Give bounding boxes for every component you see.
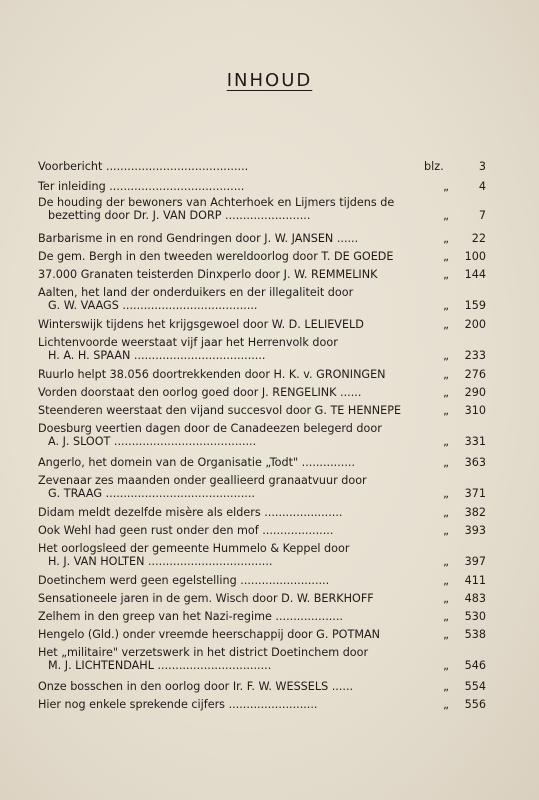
- toc-entry-title: [38, 386, 436, 399]
- toc-entry: [38, 160, 486, 173]
- toc-entry: [38, 336, 486, 362]
- toc-entry-title: [38, 336, 436, 362]
- toc-entry: [38, 232, 486, 245]
- toc-entry: [38, 698, 486, 711]
- toc-entry: [38, 646, 486, 672]
- toc-entry-line: Winterswijk tijdens het krijgsgewoel door W. D. LELIEVELD: [38, 318, 364, 331]
- ditto-mark: „: [443, 610, 449, 623]
- toc-entry-line: Zevenaar zes maanden onder geallieerd granaatvuur door: [38, 474, 367, 487]
- toc-entry: [38, 542, 486, 568]
- ditto-mark: „: [443, 250, 449, 263]
- page-column-header: blz.: [424, 160, 444, 173]
- toc-entry-line: Didam meldt dezelfde misère als elders ......................: [38, 506, 343, 519]
- toc-entry: [38, 574, 486, 587]
- toc-entry-title: [38, 180, 436, 193]
- toc-entry-page: 546: [464, 659, 486, 672]
- toc-entry-title: [38, 506, 436, 519]
- toc-entry-title: [38, 456, 436, 469]
- toc-entry-title: [38, 610, 436, 623]
- toc-entry-line: Doetinchem werd geen egelstelling .........................: [38, 574, 330, 587]
- ditto-mark: „: [443, 592, 449, 605]
- toc-entry: [38, 196, 486, 222]
- toc-entry-line: Barbarisme in en rond Gendringen door J. W. JANSEN ......: [38, 232, 359, 245]
- toc-entry-line: Vorden doorstaat den oorlog goed door J. RENGELINK ......: [38, 386, 362, 399]
- toc-entry-title: [38, 524, 436, 537]
- toc-entry-line: Aalten, het land der onderduikers en der illegaliteit door: [38, 286, 354, 299]
- toc-entry-line: H. J. VAN HOLTEN ...................................: [48, 555, 273, 568]
- toc-entry: [38, 474, 486, 500]
- toc-entry-line: A. J. SLOOT ........................................: [48, 435, 257, 448]
- toc-entry-page: 393: [464, 524, 486, 537]
- ditto-mark: „: [443, 628, 449, 641]
- toc-entry-page: 530: [464, 610, 486, 623]
- ditto-mark: „: [443, 456, 449, 469]
- toc-entry-page: 290: [464, 386, 486, 399]
- toc-entry: [38, 592, 486, 605]
- ditto-mark: „: [443, 555, 449, 568]
- toc-entry: [38, 524, 486, 537]
- toc-entry-line: De houding der bewoners van Achterhoek en Lijmers tijdens de: [38, 196, 395, 209]
- ditto-mark: „: [443, 404, 449, 417]
- toc-entry-page: 331: [464, 435, 486, 448]
- toc-entry: [38, 368, 486, 381]
- ditto-mark: „: [443, 698, 449, 711]
- ditto-mark: „: [443, 506, 449, 519]
- toc-entry-title: [38, 286, 436, 312]
- toc-entry-page: 22: [471, 232, 486, 245]
- toc-entry-line: Voorbericht ........................................: [38, 160, 249, 173]
- toc-entry-title: [38, 160, 422, 173]
- ditto-mark: „: [443, 268, 449, 281]
- toc-entry-title: [38, 318, 436, 331]
- ditto-mark: „: [443, 435, 449, 448]
- toc-entry-line: Lichtenvoorde weerstaat vijf jaar het Herrenvolk door: [38, 336, 338, 349]
- toc-entry-line: M. J. LICHTENDAHL ................................: [48, 659, 272, 672]
- toc-entry-line: De gem. Bergh in den tweeden wereldoorlog door T. DE GOEDE: [38, 250, 394, 263]
- toc-entry-page: 382: [464, 506, 486, 519]
- toc-entry: [38, 456, 486, 469]
- toc-entry-page: 276: [464, 368, 486, 381]
- toc-entry-line: Hengelo (Gld.) onder vreemde heerschappij door G. POTMAN: [38, 628, 380, 641]
- toc-entry: [38, 318, 486, 331]
- toc-entry-line: Ook Wehl had geen rust onder den mof ....................: [38, 524, 334, 537]
- toc-entry-title: [38, 680, 436, 693]
- ditto-mark: „: [443, 368, 449, 381]
- toc-entry-line: H. A. H. SPAAN .....................................: [48, 349, 266, 362]
- toc-entry-line: Doesburg veertien dagen door de Canadeezen belegerd door: [38, 422, 382, 435]
- toc-entry-page: 411: [464, 574, 486, 587]
- ditto-mark: „: [443, 659, 449, 672]
- ditto-mark: „: [443, 209, 449, 222]
- toc-entry-line: Onze bosschen in den oorlog door Ir. F. W. WESSELS ......: [38, 680, 354, 693]
- ditto-mark: „: [443, 299, 449, 312]
- toc-entry-page: 233: [464, 349, 486, 362]
- toc-entry: [38, 386, 486, 399]
- toc-entry-line: G. W. VAAGS ......................................: [48, 299, 258, 312]
- toc-entry-line: bezetting door Dr. J. VAN DORP ........................: [48, 209, 311, 222]
- ditto-mark: „: [443, 524, 449, 537]
- toc-entry-line: Angerlo, het domein van de Organisatie „Todt" ...............: [38, 456, 355, 469]
- toc-entry-line: Hier nog enkele sprekende cijfers .........................: [38, 698, 318, 711]
- toc-entry: [38, 286, 486, 312]
- toc-entry-page: 4: [478, 180, 486, 193]
- ditto-mark: „: [443, 574, 449, 587]
- toc-entry-page: 200: [464, 318, 486, 331]
- toc-entry: [38, 610, 486, 623]
- toc-entry: [38, 506, 486, 519]
- toc-entry-title: [38, 698, 436, 711]
- toc-entry-page: 371: [464, 487, 486, 500]
- toc-entry-title: [38, 474, 436, 500]
- page-title: INHOUD: [226, 70, 313, 91]
- toc-entry-line: Ter inleiding ......................................: [38, 180, 245, 193]
- toc-entry: [38, 628, 486, 641]
- toc-entry-title: [38, 232, 436, 245]
- toc-entry-page: 3: [478, 160, 486, 173]
- toc-entry-title: [38, 592, 436, 605]
- toc-entry-title: [38, 422, 436, 448]
- toc-entry: [38, 404, 486, 417]
- toc-entry-page: 554: [464, 680, 486, 693]
- toc-entry-line: 37.000 Granaten teisterden Dinxperlo door J. W. REMMELINK: [38, 268, 378, 281]
- toc-entry-title: [38, 646, 436, 672]
- toc-entry-line: Zelhem in den greep van het Nazi-regime ...................: [38, 610, 343, 623]
- ditto-mark: „: [443, 680, 449, 693]
- toc-entry-title: [38, 404, 436, 417]
- ditto-mark: „: [443, 318, 449, 331]
- toc-entry-page: 556: [464, 698, 486, 711]
- toc-entry: [38, 422, 486, 448]
- toc-entry-page: 483: [464, 592, 486, 605]
- ditto-mark: „: [443, 232, 449, 245]
- toc-entry-line: Het „militaire" verzetswerk in het district Doetinchem door: [38, 646, 369, 659]
- toc-entry-page: 363: [464, 456, 486, 469]
- toc-entry-line: G. TRAAG ..........................................: [48, 487, 255, 500]
- toc-entry-title: [38, 196, 436, 222]
- toc-entry: [38, 680, 486, 693]
- toc-entry-page: 159: [464, 299, 486, 312]
- toc-entry-title: [38, 268, 436, 281]
- toc-entry-line: Sensationeele jaren in de gem. Wisch door D. W. BERKHOFF: [38, 592, 374, 605]
- toc-entry: [38, 250, 486, 263]
- toc-entry: [38, 268, 486, 281]
- toc-entry-page: 100: [464, 250, 486, 263]
- toc-entry-page: 144: [464, 268, 486, 281]
- ditto-mark: „: [443, 487, 449, 500]
- toc-entry-page: 310: [464, 404, 486, 417]
- toc-entry-line: Steenderen weerstaat den vijand succesvol door G. TE HENNEPE: [38, 404, 402, 417]
- ditto-mark: „: [443, 349, 449, 362]
- toc-entry-title: [38, 250, 436, 263]
- toc-entry-line: Het oorlogsleed der gemeente Hummelo & Keppel door: [38, 542, 350, 555]
- ditto-mark: „: [443, 386, 449, 399]
- toc-entry-page: 397: [464, 555, 486, 568]
- ditto-mark: „: [443, 180, 449, 193]
- toc-entry-title: [38, 542, 436, 568]
- toc-entry-page: 7: [478, 209, 486, 222]
- toc-entry-line: Ruurlo helpt 38.056 doortrekkenden door H. K. v. GRONINGEN: [38, 368, 386, 381]
- toc-entry-title: [38, 628, 436, 641]
- toc-entry: [38, 180, 486, 193]
- toc-entry-title: [38, 574, 436, 587]
- toc-entry-page: 538: [464, 628, 486, 641]
- toc-entry-title: [38, 368, 436, 381]
